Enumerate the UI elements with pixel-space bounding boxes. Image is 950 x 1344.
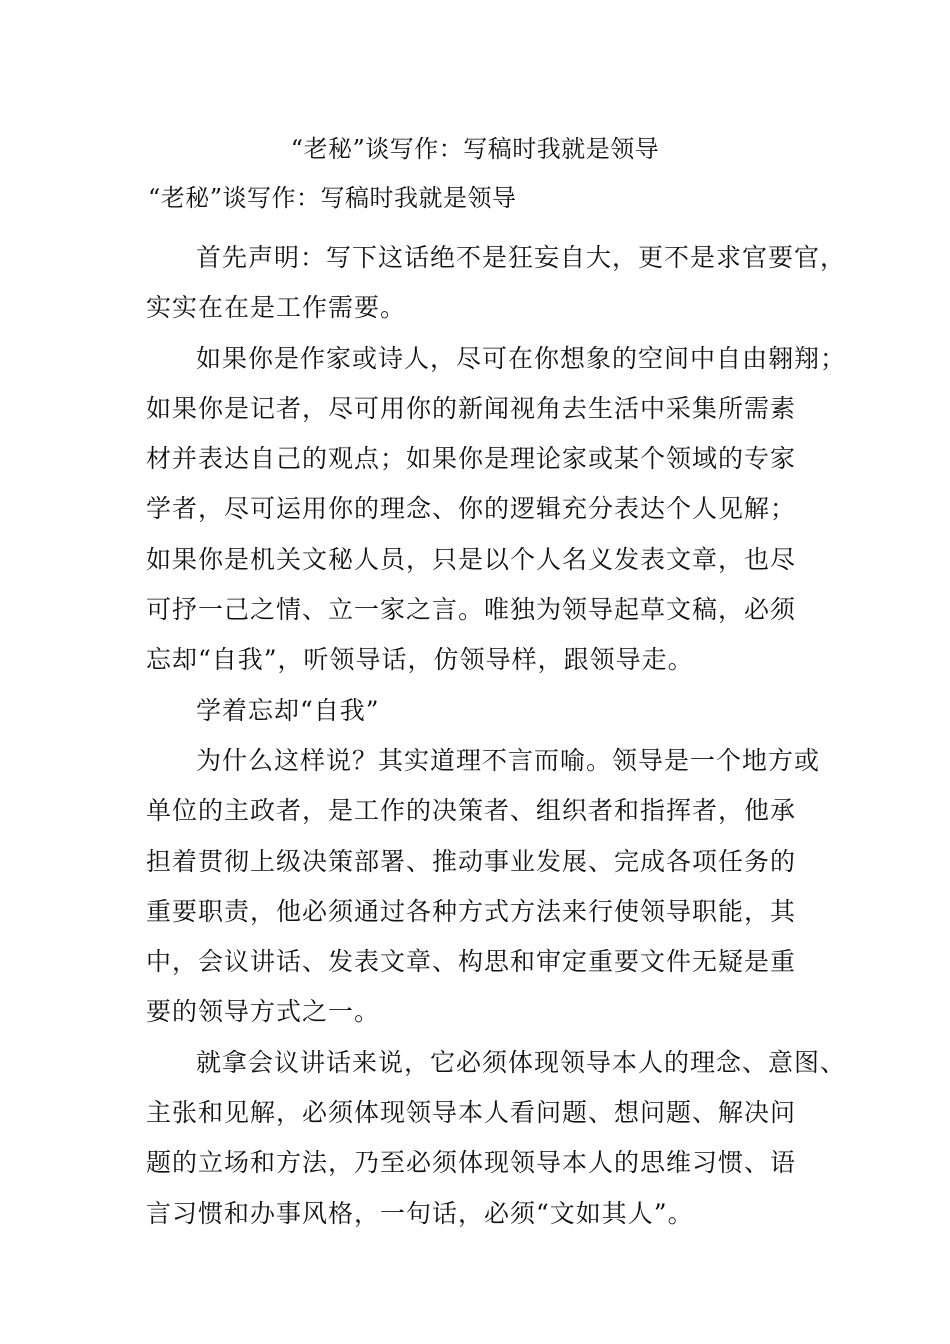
paragraph-line: 为什么这样说？其实道理不言而喻。领导是一个地方或: [196, 745, 821, 775]
paragraph-line: 题的立场和方法，乃至必须体现领导本人的思维习惯、语: [146, 1148, 797, 1178]
paragraph-line: 实实在在是工作需要。: [146, 293, 407, 323]
document-body: [146, 233, 847, 1239]
paragraph-line: 中，会议讲话、发表文章、构思和审定重要文件无疑是重: [146, 947, 797, 977]
paragraph-line: 可抒一己之情、立一家之言。唯独为领导起草文稿，必须: [146, 595, 797, 625]
paragraph-line: 担着贯彻上级决策部署、推动事业发展、完成各项任务的: [146, 846, 797, 876]
paragraph-statement: [146, 233, 847, 334]
paragraph-line: 首先声明：写下这话绝不是狂妄自大，更不是求官要官，: [196, 243, 847, 272]
paragraph-reason: [146, 736, 826, 1038]
paragraph-line: 如果你是作家或诗人，尽可在你想象的空间中自由翱翔；: [196, 343, 847, 373]
paragraph-line: 学者，尽可运用你的理念、你的逻辑充分表达个人见解；: [146, 494, 797, 524]
paragraph-line: 如果你是记者，尽可用你的新闻视角去生活中采集所需素: [146, 393, 797, 423]
paragraph-line: 学着忘却“自我”: [196, 695, 380, 725]
document-subtitle: “老秘”谈写作：写稿时我就是领导: [148, 184, 517, 212]
paragraph-line: 言习惯和办事风格，一句话，必须“文如其人”。: [146, 1198, 694, 1228]
paragraph-line: 要的领导方式之一。: [146, 997, 381, 1027]
document-title: “老秘”谈写作：写稿时我就是领导: [290, 135, 660, 163]
paragraph-line: 重要职责，他必须通过各种方式方法来行使领导职能，其: [146, 896, 797, 926]
section-heading: [146, 686, 826, 736]
paragraph-line: 主张和见解，必须体现领导本人看问题、想问题、解决问: [146, 1098, 797, 1128]
paragraph-line: 材并表达自己的观点；如果你是理论家或某个领域的专家: [146, 444, 797, 474]
paragraph-line: 忘却“自我”，听领导话，仿领导样，跟领导走。: [146, 645, 694, 675]
paragraph-roles: [146, 334, 847, 686]
paragraph-line: 单位的主政者，是工作的决策者、组织者和指挥者，他承: [146, 796, 797, 826]
paragraph-speech: [146, 1038, 847, 1239]
paragraph-line: 如果你是机关文秘人员，只是以个人名义发表文章，也尽: [146, 544, 797, 574]
paragraph-line: 就拿会议讲话来说，它必须体现领导本人的理念、意图、: [196, 1047, 847, 1077]
